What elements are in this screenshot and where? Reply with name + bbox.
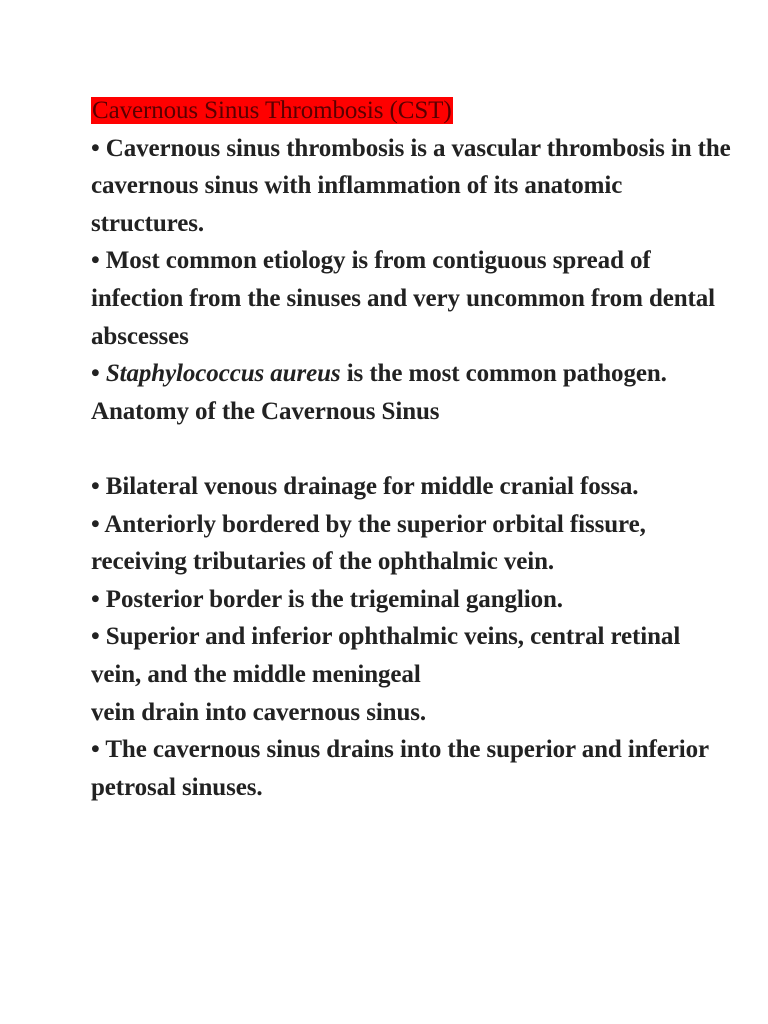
- pathogen-text: is the most common pathogen.: [340, 360, 667, 388]
- bullet-tributaries: • Superior and inferior ophthalmic veins, central retinal vein, and the middle meningeal: [91, 623, 681, 688]
- bullet-definition: • Cavernous sinus thrombosis is a vascular thrombosis in the cavernous sinus with inflammation of its anatomic structures.: [91, 134, 731, 237]
- document-title: Cavernous Sinus Thrombosis (CST): [92, 97, 452, 124]
- bullet-marker: •: [91, 360, 106, 388]
- blank-line: [91, 430, 731, 468]
- bullet-posterior-border: • Posterior border is the trigeminal ganglion.: [91, 585, 563, 613]
- bullet-anterior-border: • Anteriorly bordered by the superior orbital fissure, receiving tributaries of the ophthalmic vein.: [91, 510, 646, 576]
- bullet-pathogen: [91, 355, 731, 393]
- bullet-tributaries-continued: vein drain into cavernous sinus.: [91, 698, 427, 726]
- document-body: [91, 92, 731, 806]
- bullet-etiology: • Most common etiology is from contiguous spread of infection from the sinuses and very uncommon from dental abscesses: [91, 247, 716, 350]
- bullet-drainage: • Bilateral venous drainage for middle cranial fossa.: [91, 472, 639, 500]
- pathogen-name: Staphylococcus aureus: [105, 360, 341, 388]
- bullet-outflow: • The cavernous sinus drains into the superior and inferior petrosal sinuses.: [91, 736, 709, 801]
- title-line: [91, 92, 731, 130]
- section-heading-anatomy: Anatomy of the Cavernous Sinus: [91, 397, 440, 425]
